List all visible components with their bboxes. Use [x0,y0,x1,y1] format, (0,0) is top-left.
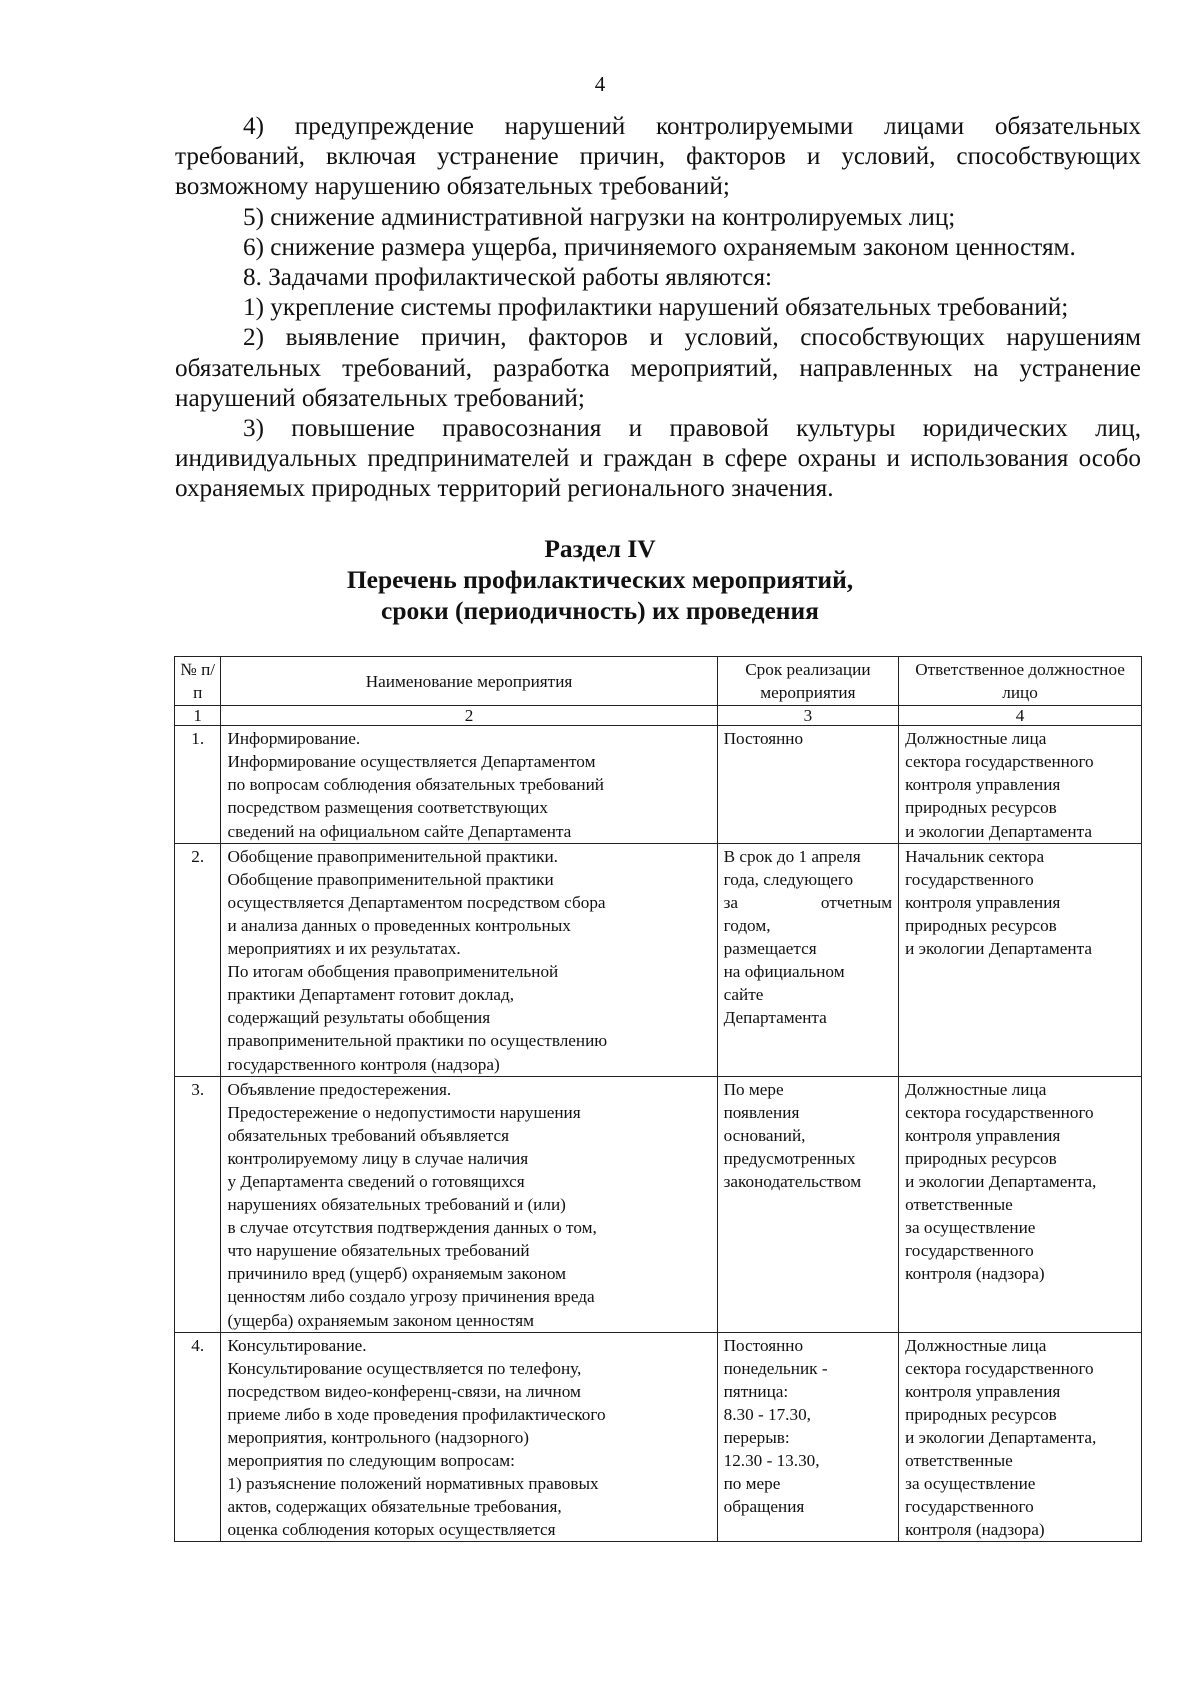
measure-name-line: практики Департамент готовит доклад, [227,985,515,1005]
measure-name-line: Информирование осуществляется Департаментом [227,752,596,772]
measure-responsible-line: государственного [905,1497,1034,1517]
paragraph: 8. Задачами профилактической работы являются: [243,264,773,292]
measure-responsible-line: контроля (надзора) [905,1520,1045,1540]
measure-responsible-line: ответственные [905,1451,1013,1471]
measure-term-line: обращения [723,1497,805,1517]
measure-name-line: у Департамента сведений о готовящихся [227,1171,525,1191]
measure-name-line: Обобщение правоприменительной практики. [227,846,558,866]
column-index-row [175,706,1142,726]
measure-term [717,1076,899,1332]
measure-term-line: появления [723,1102,800,1122]
measure-responsible [899,726,1142,843]
measure-responsible-line: государственного [905,1241,1034,1261]
table-body [175,726,1142,1542]
measure-responsible-line: и экологии Департамента, [905,1171,1097,1191]
measure-term-line: Постоянно [723,1335,804,1355]
section-title-line: Перечень профилактических мероприятий, [346,565,854,594]
measure-name-line: государственного контроля (надзора) [227,1054,500,1074]
measure-name-line: 1) разъяснение положений нормативных правовых [227,1474,599,1494]
measure-name-line: содержащий результаты обобщения [227,1008,491,1028]
measure-term-line: сайте [723,985,764,1005]
paragraph: 1) укрепление системы профилактики нарушений обязательных требований; [243,294,1069,322]
column-index: 4 [899,706,1142,726]
table-row [175,843,1142,1076]
measure-term-line: оснований, [723,1125,806,1145]
measure-responsible-line: и экологии Департамента [905,939,1092,959]
measure-responsible-line: природных ресурсов [905,1404,1057,1424]
measure-name-line: Информирование. [227,729,361,749]
measure-responsible-line: за осуществление [905,1474,1036,1494]
measure-responsible-line: природных ресурсов [905,1148,1057,1168]
measure-name [221,1332,717,1542]
measure-responsible-line: и экологии Департамента, [905,1428,1097,1447]
paragraph: 6) снижение размера ущерба, причиняемого охраняемым законом ценностям. [243,233,1076,261]
measure-name-line: в случае отсутствия подтверждения данных о том, [227,1218,597,1238]
measure-name-line: посредством видео-конференц-связи, на личном [227,1381,581,1401]
measure-name-line: По итогам обобщения правоприменительной [227,962,559,982]
measure-term-line: Департамента [723,1008,827,1028]
measure-responsible-line: за осуществление [905,1218,1036,1238]
row-number: 1. [175,726,221,843]
header-num: № п/п [175,657,221,706]
measure-name-line: приеме либо в ходе проведения профилактического [227,1404,606,1424]
measure-name-line: мероприятия по следующим вопросам: [227,1451,515,1471]
measure-responsible-line: контроля управления [905,1125,1061,1145]
column-index: 1 [175,706,221,726]
measure-name-line: (ущерба) охраняемым законом ценностям [227,1310,534,1330]
body-text [175,112,1141,505]
measure-term-line: предусмотренных [723,1148,856,1168]
column-index: 3 [717,706,899,726]
column-index: 2 [221,706,717,726]
section-title-line: сроки (периодичность) их проведения [381,596,819,625]
measure-term-line: По мере [723,1079,784,1099]
measure-name [221,843,717,1076]
header-term: Срок реализации мероприятия [717,657,899,706]
measure-name-line: и анализа данных о проведенных контрольных [227,915,571,935]
measure-name-line: мероприятия, контрольного (надзорного) [227,1428,530,1447]
measure-name [221,726,717,843]
measure-name-line: Предостережение о недопустимости нарушения [227,1102,581,1122]
header-name: Наименование мероприятия [221,657,717,706]
measure-term-line: пятница: [723,1381,789,1401]
measure-term-line: на официальном [723,962,845,982]
measure-responsible-line: сектора государственного [905,752,1094,772]
measure-term-line: понедельник - [723,1358,828,1378]
measure-responsible-line: контроля управления [905,1381,1061,1401]
measure-name-line: оценка соблюдения которых осуществляется [227,1520,556,1540]
measures-table [174,656,1142,1542]
measure-name-line: ценностям либо создало угрозу причинения вреда [227,1287,595,1307]
table-header-row [175,657,1142,706]
measure-name-line: Консультирование. [227,1335,367,1355]
measure-responsible-line: ответственные [905,1195,1013,1215]
measure-name-line: правоприменительной практики по осуществлению [227,1031,608,1051]
measure-name-line: обязательных требований объявляется [227,1125,510,1145]
measure-name-line: нарушениях обязательных требований и (или) [227,1195,566,1215]
page-number: 4 [594,72,606,96]
measure-responsible-line: Должностные лица [905,1079,1047,1099]
measure-term-line: перерыв: [723,1428,790,1447]
measure-responsible [899,1332,1142,1542]
measure-responsible-line: сектора государственного [905,1358,1094,1378]
measure-responsible-line: контроля (надзора) [905,1264,1045,1284]
measure-name-line: Объявление предостережения. [227,1079,452,1099]
measure-name-line: что нарушение обязательных требований [227,1241,530,1261]
table-row [175,1332,1142,1542]
section-heading [0,533,1200,626]
row-number: 4. [175,1332,221,1542]
measure-responsible-line: контроля управления [905,775,1061,795]
table-row [175,1076,1142,1332]
measure-responsible-line: Начальник сектора [905,846,1045,866]
measure-responsible-line: контроля управления [905,892,1061,912]
measure-responsible [899,843,1142,1076]
measure-name-line: сведений на официальном сайте Департамента [227,821,572,841]
measure-name-line: Консультирование осуществляется по телефону, [227,1358,582,1378]
measure-term-line: законодательством [723,1171,862,1191]
paragraph: 4) предупреждение нарушений контролируемыми лицами обязательных требований, включая устранение причин, факторов и условий, способствующих возможному нарушению обязательных требований; [175,113,1141,201]
measure-term-line: за отчетным [723,892,893,912]
measure-responsible-line: и экологии Департамента [905,821,1092,841]
measure-term-line: по мере [723,1474,781,1494]
measure-responsible-line: Должностные лица [905,729,1047,749]
measure-term-line: Постоянно [723,729,804,749]
measure-name-line: осуществляется Департаментом посредством сбора [227,892,606,912]
measure-responsible-line: сектора государственного [905,1102,1094,1122]
measure-name-line: актов, содержащих обязательные требования, [227,1497,562,1517]
measure-responsible-line: государственного [905,869,1034,889]
table-row [175,726,1142,843]
row-number: 3. [175,1076,221,1332]
measure-term-line: 12.30 - 13.30, [723,1451,820,1471]
measure-name-line: Обобщение правоприменительной практики [227,869,554,889]
measure-name-line: мероприятиях и их результатах. [227,939,461,959]
paragraph: 5) снижение административной нагрузки на контролируемых лиц; [243,203,956,231]
paragraph: 2) выявление причин, факторов и условий, способствующих нарушениям обязательных требований, разработка мероприятий, направленных на устранение нарушений обязательных требований; [175,324,1141,412]
measure-name-line: по вопросам соблюдения обязательных требований [227,775,605,795]
measure-name [221,1076,717,1332]
measure-term-line: 8.30 - 17.30, [723,1404,811,1424]
measure-name-line: контролируемому лицу в случае наличия [227,1148,529,1168]
measure-term-line: годом, [723,915,771,935]
measure-term-line: В срок до 1 апреля [723,846,861,866]
measure-term-line: года, следующего [723,869,854,889]
section-label: Раздел IV [544,534,656,563]
paragraph: 3) повышение правосознания и правовой культуры юридических лиц, индивидуальных предпринимателей и граждан в сфере охраны и использования особо охраняемых природных территорий регионального значения. [175,415,1141,503]
header-responsible: Ответственное должностное лицо [899,657,1142,706]
measure-name-line: причинило вред (ущерб) охраняемым законом [227,1264,566,1284]
measure-term [717,1332,899,1542]
measure-name-line: посредством размещения соответствующих [227,798,548,818]
measure-responsible [899,1076,1142,1332]
measure-responsible-line: природных ресурсов [905,915,1057,935]
measure-term [717,726,899,843]
row-number: 2. [175,843,221,1076]
measure-term-line: размещается [723,939,817,959]
measure-term [717,843,899,1076]
measure-responsible-line: Должностные лица [905,1335,1047,1355]
measure-responsible-line: природных ресурсов [905,798,1057,818]
